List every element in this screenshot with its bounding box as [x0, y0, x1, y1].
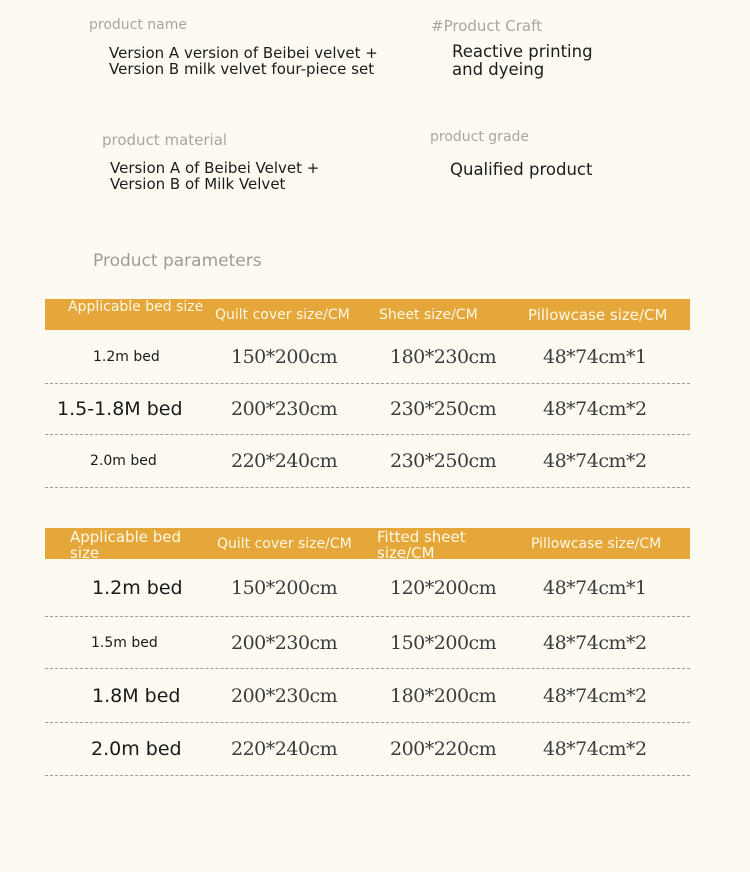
product-craft-label: #Product Craft [431, 17, 543, 35]
product-material-label: product material [102, 131, 228, 149]
header-bed-size: Applicable bed size [68, 299, 204, 315]
quilt-size-cell: 200*230cm [231, 684, 338, 707]
quilt-size-cell: 150*200cm [231, 576, 338, 599]
header-sheet-size: Sheet size/CM [379, 306, 478, 323]
quilt-size-cell: 200*230cm [231, 631, 338, 654]
bed-size-cell: 2.0m bed [90, 453, 157, 469]
pillowcase-size-cell: 48*74cm*1 [543, 345, 647, 368]
header-pillowcase-size: Pillowcase size/CM [531, 535, 662, 552]
bed-size-cell: 2.0m bed [91, 738, 182, 760]
table-row [45, 617, 690, 669]
table-row [45, 330, 690, 384]
header-fitted-sheet-size: Fitted sheet size/CM [377, 528, 466, 562]
size-table-2 [45, 528, 690, 776]
table-row [45, 435, 690, 488]
sheet-size-cell: 230*250cm [390, 450, 497, 472]
table-row [45, 723, 690, 776]
header-quilt-size: Quilt cover size/CM [217, 535, 352, 552]
sheet-size-cell: 200*220cm [390, 738, 497, 760]
quilt-size-cell: 200*230cm [231, 398, 338, 420]
header-pillowcase-size: Pillowcase size/CM [528, 305, 668, 324]
bed-size-cell: 1.5m bed [91, 634, 158, 651]
quilt-size-cell: 220*240cm [231, 450, 338, 472]
product-craft-value: Reactive printing and dyeing [452, 42, 593, 79]
pillowcase-size-cell: 48*74cm*2 [543, 631, 647, 654]
quilt-size-cell: 220*240cm [231, 738, 338, 760]
sheet-size-cell: 180*230cm [390, 345, 497, 368]
product-name-label: product name [89, 17, 187, 33]
size-table-1 [45, 299, 690, 488]
pillowcase-size-cell: 48*74cm*2 [543, 398, 647, 420]
table-row [45, 669, 690, 723]
pillowcase-size-cell: 48*74cm*1 [543, 576, 647, 599]
product-name-value: Version A version of Beibei velvet + Version B milk velvet four-piece set [109, 44, 378, 78]
product-grade-value: Qualified product [450, 160, 593, 179]
pillowcase-size-cell: 48*74cm*2 [543, 450, 647, 472]
table-row [45, 384, 690, 435]
section-title: Product parameters [93, 251, 262, 271]
pillowcase-size-cell: 48*74cm*2 [543, 738, 647, 760]
sheet-size-cell: 150*200cm [390, 631, 497, 654]
pillowcase-size-cell: 48*74cm*2 [543, 684, 647, 707]
header-quilt-size: Quilt cover size/CM [215, 306, 350, 323]
product-grade-label: product grade [430, 129, 530, 145]
quilt-size-cell: 150*200cm [231, 345, 338, 368]
table-header [45, 299, 690, 330]
header-bed-size: Applicable bed size [70, 528, 182, 562]
product-material-value: Version A of Beibei Velvet + Version B of Milk Velvet [110, 159, 320, 193]
bed-size-cell: 1.2m bed [93, 348, 160, 365]
bed-size-cell: 1.5-1.8M bed [57, 398, 183, 420]
sheet-size-cell: 120*200cm [390, 576, 497, 599]
sheet-size-cell: 180*200cm [390, 684, 497, 707]
bed-size-cell: 1.2m bed [92, 576, 183, 599]
table-header [45, 528, 690, 562]
table-row [45, 559, 690, 617]
sheet-size-cell: 230*250cm [390, 398, 497, 420]
bed-size-cell: 1.8M bed [92, 684, 181, 707]
